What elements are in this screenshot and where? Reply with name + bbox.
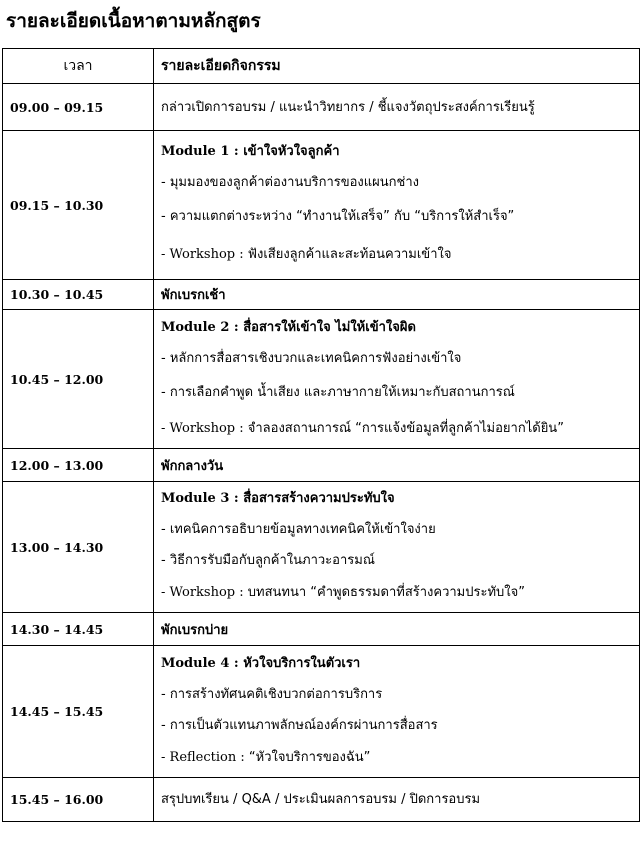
module-heading: Module 3 : สื่อสารสร้างความประทับใจ bbox=[161, 491, 395, 506]
detail-cell bbox=[154, 613, 640, 646]
activity-line: - เทคนิคการอธิบายข้อมูลทางเทคนิคให้เข้าใจง่าย bbox=[161, 522, 436, 537]
activity-line: - การเป็นตัวแทนภาพลักษณ์องค์กรผ่านการสื่อสาร bbox=[161, 717, 438, 733]
table-row bbox=[3, 613, 640, 646]
break-label: พักเบรกบ่าย bbox=[161, 622, 229, 638]
time-cell: 09.15 – 10.30 bbox=[3, 131, 154, 280]
activity-line: - ความแตกต่างระหว่าง “ทำงานให้เสร็จ” กับ “บริการให้สำเร็จ” bbox=[161, 208, 515, 224]
detail-cell bbox=[154, 482, 640, 613]
detail-cell bbox=[154, 449, 640, 482]
table-row bbox=[3, 778, 640, 822]
detail-cell bbox=[154, 778, 640, 822]
activity-line: กล่าวเปิดการอบรม / แนะนำวิทยากร / ชี้แจงวัตถุประสงค์การเรียนรู้ bbox=[161, 99, 535, 115]
schedule-table bbox=[2, 48, 640, 822]
module-heading: Module 1 : เข้าใจหัวใจลูกค้า bbox=[161, 143, 340, 159]
activity-line: - วิธีการรับมือกับลูกค้าในภาวะอารมณ์ bbox=[161, 553, 375, 568]
time-cell: 12.00 – 13.00 bbox=[3, 449, 154, 482]
activity-line: - หลักการสื่อสารเชิงบวกและเทคนิคการฟังอย่างเข้าใจ bbox=[161, 350, 462, 366]
time-column-header: เวลา bbox=[3, 49, 154, 84]
document-title: รายละเอียดเนื้อหาตามหลักสูตร bbox=[6, 10, 261, 32]
activity-line: - มุมมองของลูกค้าต่องานบริการของแผนกช่าง bbox=[161, 174, 420, 190]
table-row bbox=[3, 646, 640, 778]
detail-column-header: รายละเอียดกิจกรรม bbox=[154, 49, 640, 84]
detail-cell bbox=[154, 646, 640, 778]
table-row bbox=[3, 280, 640, 310]
workshop-line: - Workshop : บทสนทนา “คำพูดธรรมดาที่สร้างความประทับใจ” bbox=[161, 585, 525, 600]
module-heading: Module 2 : สื่อสารให้เข้าใจ ไม่ให้เข้าใจผิด bbox=[161, 319, 416, 335]
time-cell: 15.45 – 16.00 bbox=[3, 778, 154, 822]
reflection-line: - Reflection : “หัวใจบริการของฉัน” bbox=[161, 749, 371, 765]
table-row bbox=[3, 449, 640, 482]
activity-line: สรุปบทเรียน / Q&A / ประเมินผลการอบรม / ปิดการอบรม bbox=[161, 792, 481, 807]
table-row bbox=[3, 482, 640, 613]
break-label: พักเบรกเช้า bbox=[161, 288, 226, 303]
table-row bbox=[3, 131, 640, 280]
time-cell: 13.00 – 14.30 bbox=[3, 482, 154, 613]
workshop-line: - Workshop : จำลองสถานการณ์ “การแจ้งข้อมูลที่ลูกค้าไม่อยากได้ยิน” bbox=[161, 420, 564, 436]
time-cell: 10.45 – 12.00 bbox=[3, 310, 154, 449]
module-heading: Module 4 : หัวใจบริการในตัวเรา bbox=[161, 655, 361, 671]
workshop-line: - Workshop : ฟังเสียงลูกค้าและสะท้อนความเข้าใจ bbox=[161, 246, 452, 262]
time-cell: 14.45 – 15.45 bbox=[3, 646, 154, 778]
time-cell: 14.30 – 14.45 bbox=[3, 613, 154, 646]
detail-cell bbox=[154, 310, 640, 449]
detail-cell bbox=[154, 280, 640, 310]
detail-cell bbox=[154, 131, 640, 280]
activity-line: - การสร้างทัศนคติเชิงบวกต่อการบริการ bbox=[161, 686, 383, 702]
table-row bbox=[3, 84, 640, 131]
table-header-row bbox=[3, 49, 640, 84]
table-row bbox=[3, 310, 640, 449]
break-label: พักกลางวัน bbox=[161, 458, 224, 474]
detail-cell bbox=[154, 84, 640, 131]
time-cell: 10.30 – 10.45 bbox=[3, 280, 154, 310]
time-cell: 09.00 – 09.15 bbox=[3, 84, 154, 131]
activity-line: - การเลือกคำพูด น้ำเสียง และภาษากายให้เหมาะกับสถานการณ์ bbox=[161, 384, 515, 400]
